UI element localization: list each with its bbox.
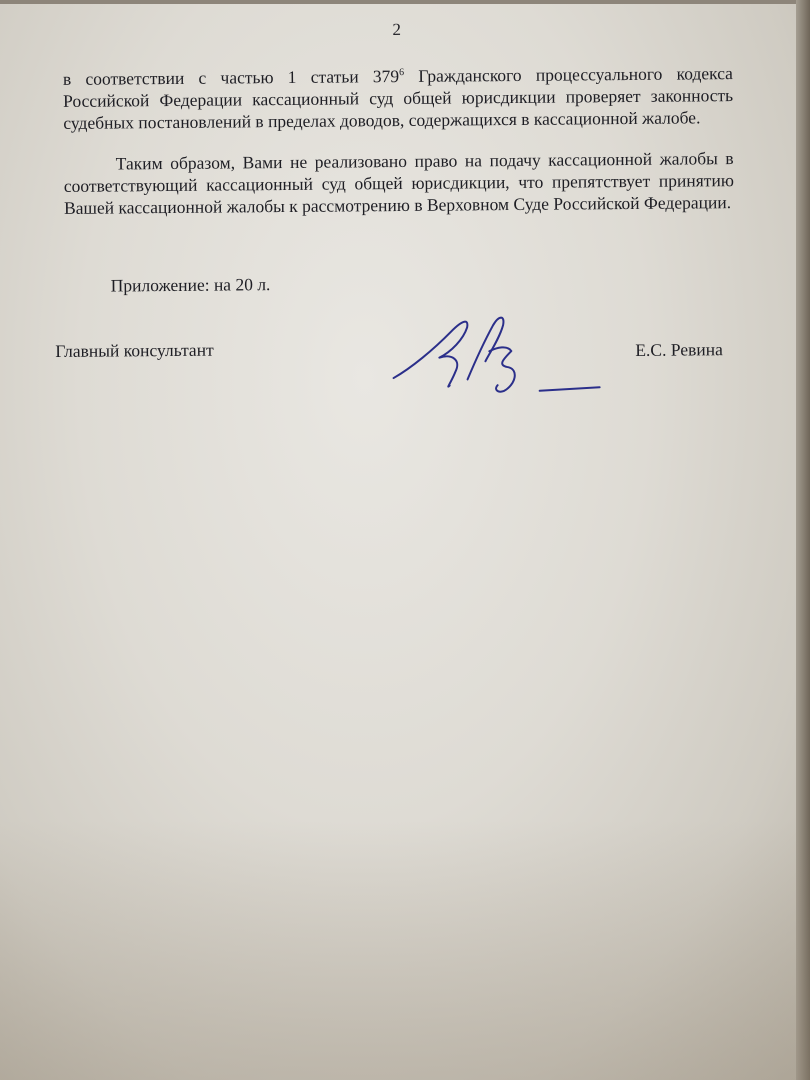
signatory-position: Главный консультант bbox=[55, 339, 214, 362]
paragraph-1-end: Гражданского процессуального кодекса Российской Федерации кассационный суд общей юрисдикции проверяет законность судебных постановлений в пределах доводов, содержащихся в кассационной жалобе. bbox=[63, 63, 734, 133]
paragraph-cassation-scope bbox=[63, 62, 734, 134]
paragraph-1-start: в соответствии с частью 1 статьи 379 bbox=[62, 66, 400, 89]
appendix-note: Приложение: на 20 л. bbox=[110, 274, 271, 296]
paragraph-conclusion: Таким образом, Вами не реализовано право на подачу кассационной жалобы в соответствующий кассационный суд общей юрисдикции, что препятствует принятию Вашей кассационной жалобы к рассмотрению в Верховном Суде Российской Федерации. bbox=[63, 148, 734, 218]
article-superscript: 6 bbox=[399, 67, 405, 79]
signatory-name: Е.С. Ревина bbox=[635, 339, 723, 360]
handwritten-signature bbox=[389, 308, 610, 410]
page-number: 2 bbox=[392, 19, 402, 40]
